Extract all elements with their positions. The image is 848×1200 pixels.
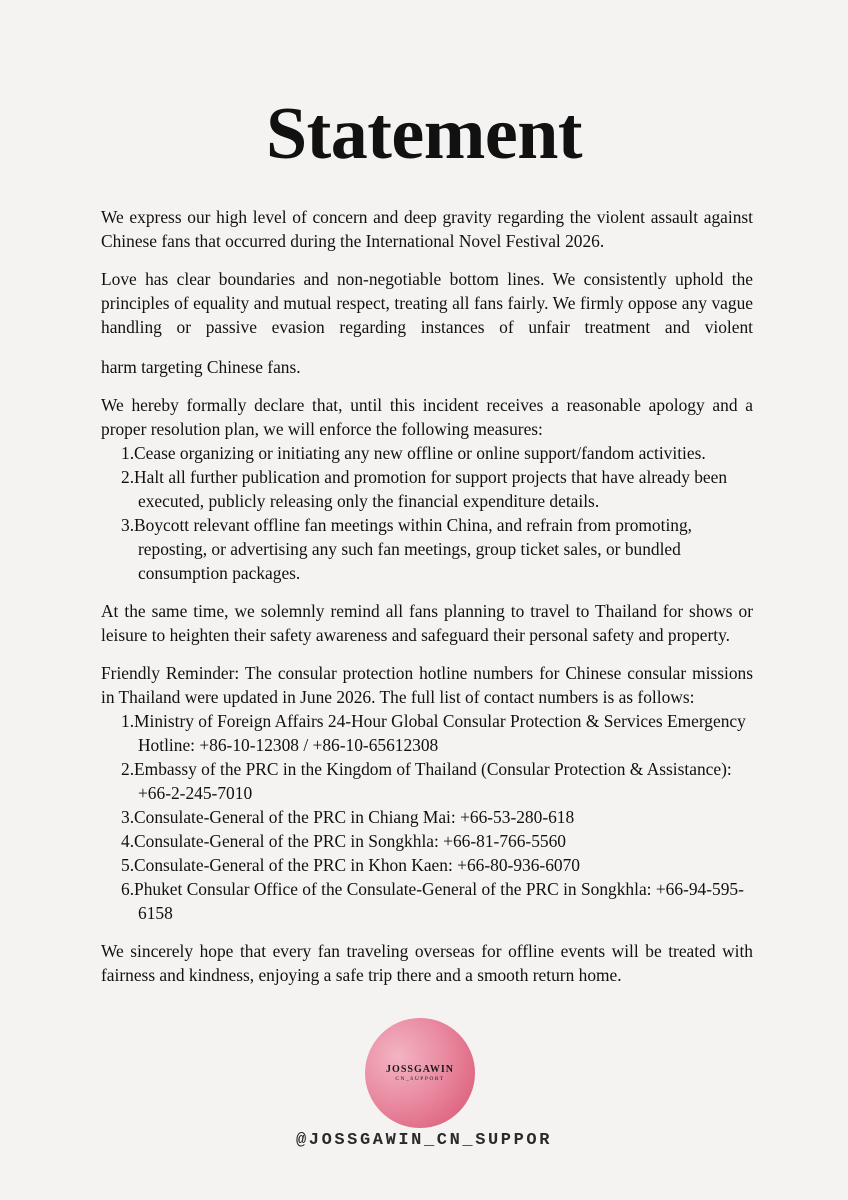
statement-body bbox=[101, 205, 753, 987]
paragraph-principles: Love has clear boundaries and non-negotiable bottom lines. We consistently uphold the principles of equality and mutual respect, treating all fans fairly. We firmly oppose any vague handling or passive evasion regarding instances of unfair treatment and violent bbox=[101, 269, 753, 337]
logo-text: JOSSGAWIN bbox=[386, 1063, 454, 1075]
contacts-list bbox=[101, 709, 753, 925]
measure-item: 1.Cease organizing or initiating any new offline or online support/fandom activities. bbox=[121, 443, 706, 463]
contact-item: 2.Embassy of the PRC in the Kingdom of Thailand (Consular Protection & Assistance): +66-2-245-7010 bbox=[121, 759, 732, 803]
contact-item: 3.Consulate-General of the PRC in Chiang Mai: +66-53-280-618 bbox=[121, 807, 575, 827]
logo-subtext: CN_SUPPORT bbox=[395, 1075, 445, 1082]
paragraph-declaration: We hereby formally declare that, until this incident receives a reasonable apology and a proper resolution plan, we will enforce the following measures: bbox=[101, 395, 753, 439]
paragraph-safety-reminder: At the same time, we solemnly remind all fans planning to travel to Thailand for shows or leisure to heighten their safety awareness and safeguard their personal safety and property. bbox=[101, 601, 753, 645]
social-handle: @JOSSGAWIN_CN_SUPPOR bbox=[295, 1131, 553, 1150]
contact-item: 1.Ministry of Foreign Affairs 24-Hour Global Consular Protection & Services Emergency Hotline: +86-10-12308 / +86-10-65612308 bbox=[121, 711, 746, 755]
page-title: Statement bbox=[265, 93, 583, 175]
logo-circle bbox=[365, 1018, 475, 1128]
contact-item: 6.Phuket Consular Office of the Consulate-General of the PRC in Songkhla: +66-94-595-6158 bbox=[121, 879, 744, 923]
measure-item: 3.Boycott relevant offline fan meetings within China, and refrain from promoting, reposting, or advertising any such fan meetings, group ticket sales, or bundled consumption packages. bbox=[121, 515, 693, 583]
logo bbox=[365, 1018, 475, 1128]
measure-item: 2.Halt all further publication and promotion for support projects that have already been executed, publicly releasing only the financial expenditure details. bbox=[121, 467, 728, 511]
measures-list bbox=[101, 441, 753, 585]
paragraph-closing: We sincerely hope that every fan traveling overseas for offline events will be treated with fairness and kindness, enjoying a safe trip there and a smooth return home. bbox=[101, 941, 753, 985]
paragraph-hotline-intro: Friendly Reminder: The consular protection hotline numbers for Chinese consular missions in Thailand were updated in June 2026. The full list of contact numbers is as follows: bbox=[101, 663, 753, 707]
contact-item: 5.Consulate-General of the PRC in Khon Kaen: +66-80-936-6070 bbox=[121, 855, 580, 875]
paragraph-principles-continued: harm targeting Chinese fans. bbox=[101, 357, 301, 377]
paragraph-concern: We express our high level of concern and deep gravity regarding the violent assault against Chinese fans that occurred during the International Novel Festival 2026. bbox=[101, 207, 753, 251]
contact-item: 4.Consulate-General of the PRC in Songkhla: +66-81-766-5560 bbox=[121, 831, 566, 851]
